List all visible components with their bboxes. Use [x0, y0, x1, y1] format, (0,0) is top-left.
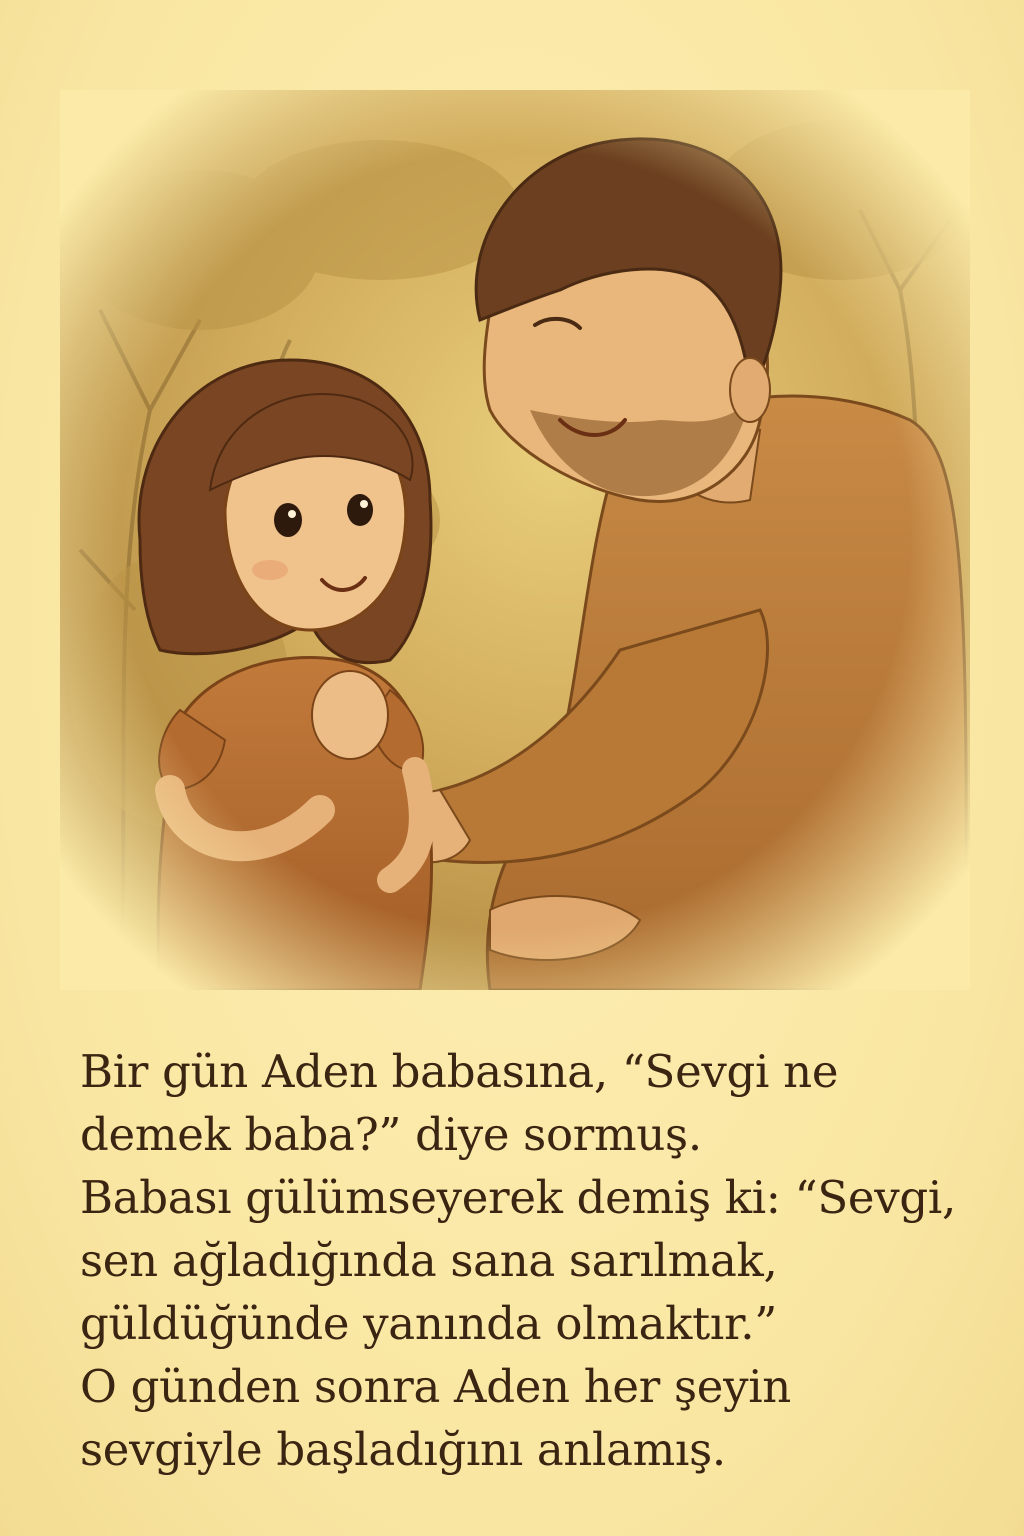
- story-illustration: [60, 90, 970, 990]
- illustration-vignette: [60, 90, 970, 990]
- story-line: O günden sonra Aden her şeyin: [80, 1360, 791, 1413]
- story-text: [80, 1040, 980, 1481]
- illustration-canvas: [60, 90, 970, 990]
- story-line: güldüğünde yanında olmaktır.”: [80, 1297, 777, 1350]
- story-line: sevgiyle başladığını anlamış.: [80, 1423, 726, 1476]
- story-line: sen ağladığında sana sarılmak,: [80, 1234, 778, 1287]
- story-line: demek baba?” diye sormuş.: [80, 1108, 702, 1161]
- story-line: Babası gülümseyerek demiş ki: “Sevgi,: [80, 1171, 956, 1224]
- story-line: Bir gün Aden babasına, “Sevgi ne: [80, 1045, 839, 1098]
